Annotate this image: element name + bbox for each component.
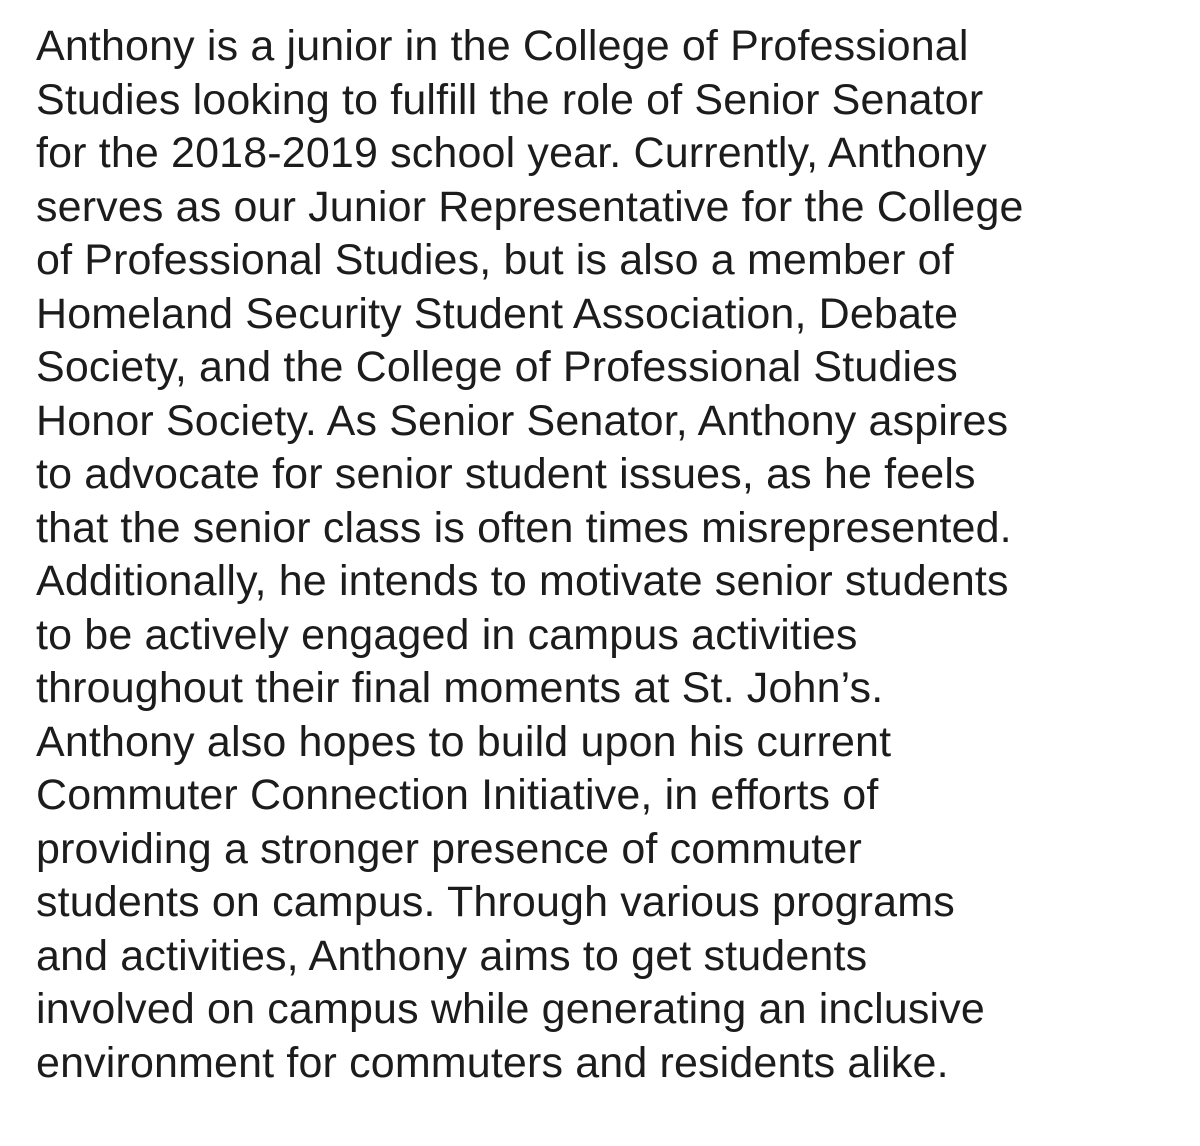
bio-line-4: serves as our Junior Representative for the College xyxy=(36,182,1024,231)
bio-line-16: providing a stronger presence of commuter xyxy=(36,824,862,873)
bio-line-17: students on campus. Through various programs xyxy=(36,878,955,926)
bio-line-8: Honor Society. As Senior Senator, Anthony aspires xyxy=(36,396,1009,445)
bio-line-18: and activities, Anthony aims to get students xyxy=(36,931,868,980)
bio-line-12: to be actively engaged in campus activities xyxy=(36,610,858,659)
bio-line-3: for the 2018-2019 school year. Currently, Anthony xyxy=(36,129,987,177)
bio-line-14: Anthony also hopes to build upon his current xyxy=(36,717,892,766)
bio-line-1: Anthony is a junior in the College of Professional xyxy=(36,22,969,70)
bio-line-20: environment for commuters and residents alike. xyxy=(36,1038,949,1087)
bio-line-15: Commuter Connection Initiative, in efforts of xyxy=(36,771,879,819)
bio-line-19: involved on campus while generating an inclusive xyxy=(36,985,985,1033)
bio-line-2: Studies looking to fulfill the role of Senior Senator xyxy=(36,75,984,124)
candidate-bio-paragraph xyxy=(36,20,1186,1090)
bio-line-6: Homeland Security Student Association, Debate xyxy=(36,289,959,338)
bio-line-11: Additionally, he intends to motivate senior students xyxy=(36,557,1009,605)
bio-line-7: Society, and the College of Professional Studies xyxy=(36,343,958,391)
bio-line-13: throughout their final moments at St. John’s. xyxy=(36,664,884,712)
bio-line-10: that the senior class is often times misrepresented. xyxy=(36,503,1012,552)
bio-line-9: to advocate for senior student issues, as he feels xyxy=(36,450,976,498)
bio-line-5: of Professional Studies, but is also a member of xyxy=(36,236,954,284)
